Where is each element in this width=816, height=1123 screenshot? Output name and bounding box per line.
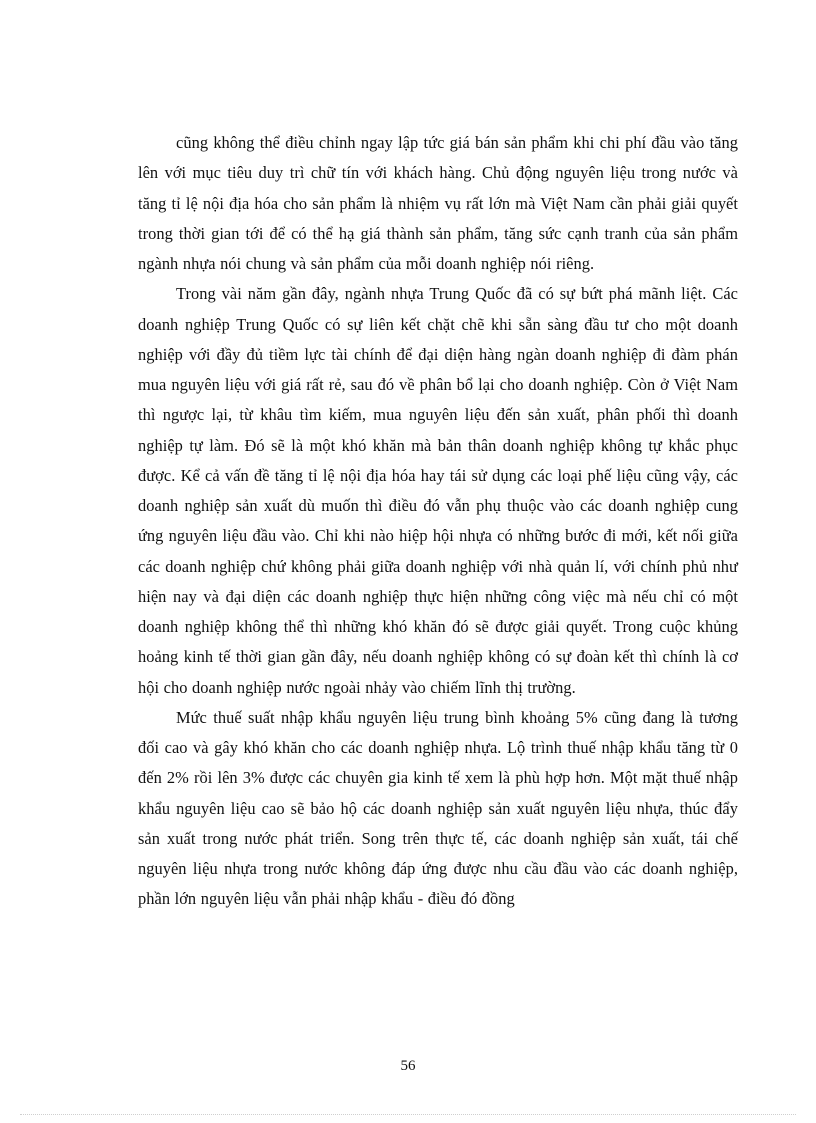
page-number: 56 [400, 1058, 416, 1074]
paragraph-2: Trong vài năm gần đây, ngành nhựa Trung Quốc đã có sự bứt phá mãnh liệt. Các doanh nghiệp Trung Quốc có sự liên kết chặt chẽ khi sẵn sàng đầu tư cho một doanh nghiệp với đầy đủ tiềm lực tài chính để đại diện hàng ngàn doanh nghiệp đi đàm phán mua nguyên liệu với giá rất rẻ, sau đó về phân bổ lại cho doanh nghiệp. Còn ở Việt Nam thì ngược lại, từ khâu tìm kiếm, mua nguyên liệu đến sản xuất, phân phối thì doanh nghiệp tự làm. Đó sẽ là một khó khăn mà bản thân doanh nghiệp không tự khắc phục được. Kể cả vấn đề tăng tỉ lệ nội địa hóa hay tái sử dụng các loại phế liệu cũng vậy, các doanh nghiệp sản xuất dù muốn thì điều đó vẫn phụ thuộc vào các doanh nghiệp cung ứng nguyên liệu đầu vào. Chỉ khi nào hiệp hội nhựa có những bước đi mới, kết nối giữa các doanh nghiệp chứ không phải giữa doanh nghiệp với nhà quản lí, với chính phủ như hiện nay và đại diện các doanh nghiệp thực hiện những công việc mà nếu chỉ có một doanh nghiệp không thể thì những khó khăn đó sẽ được giải quyết. Trong cuộc khủng hoảng kinh tế thời gian gần đây, nếu doanh nghiệp không có sự đoàn kết thì chính là cơ hội cho doanh nghiệp nước ngoài nhảy vào chiếm lĩnh thị trường. [138, 284, 738, 697]
paragraph-1: cũng không thể điều chỉnh ngay lập tức giá bán sản phẩm khi chi phí đầu vào tăng lên với mục tiêu duy trì chữ tín với khách hàng. Chủ động nguyên liệu trong nước và tăng tỉ lệ nội địa hóa cho sản phẩm là nhiệm vụ rất lớn mà Việt Nam cần phải giải quyết trong thời gian tới để có thể hạ giá thành sản phẩm, tăng sức cạnh tranh của sản phẩm ngành nhựa nói chung và sản phẩm của mỗi doanh nghiệp nói riêng. [138, 133, 738, 273]
document-body [138, 128, 738, 915]
paragraph-3: Mức thuế suất nhập khẩu nguyên liệu trung bình khoảng 5% cũng đang là tương đối cao và gây khó khăn cho các doanh nghiệp nhựa. Lộ trình thuế nhập khẩu tăng từ 0 đến 2% rồi lên 3% được các chuyên gia kinh tế xem là phù hợp hơn. Một mặt thuế nhập khẩu nguyên liệu cao sẽ bảo hộ các doanh nghiệp sản xuất nguyên liệu nhựa, thúc đẩy sản xuất trong nước phát triển. Song trên thực tế, các doanh nghiệp sản xuất, tái chế nguyên liệu nhựa trong nước không đáp ứng được nhu cầu đầu vào các doanh nghiệp, phần lớn nguyên liệu vẫn phải nhập khẩu - điều đó đồng [138, 707, 738, 909]
page-bottom-divider [20, 1114, 796, 1115]
